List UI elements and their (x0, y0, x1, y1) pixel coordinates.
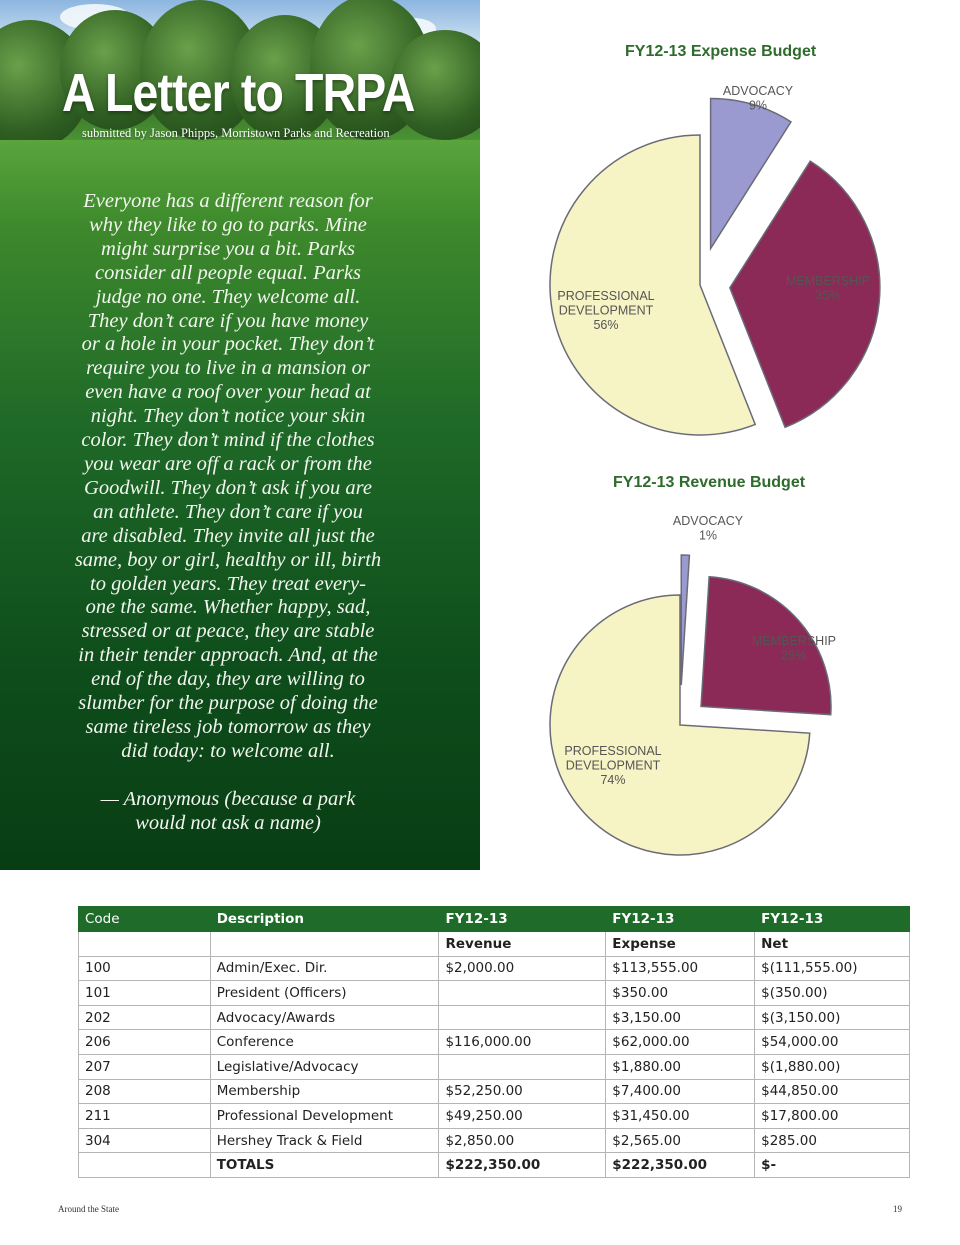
pie-slice-percent-label: 74% (600, 773, 626, 787)
table-cell: Hershey Track & Field (210, 1128, 439, 1153)
table-row (79, 1079, 910, 1104)
table-cell (439, 1054, 606, 1079)
table-cell: Professional Development (210, 1104, 439, 1129)
table-row (79, 981, 910, 1006)
table-cell (79, 1153, 211, 1178)
column-header: FY12-13 (439, 907, 606, 932)
table-cell: $7,400.00 (606, 1079, 755, 1104)
table-cell (79, 932, 211, 957)
column-header: FY12-13 (755, 907, 910, 932)
table-cell: 100 (79, 956, 211, 981)
table-cell: 211 (79, 1104, 211, 1129)
table-cell: 207 (79, 1054, 211, 1079)
poem-line: did today: to welcome all. (121, 739, 335, 762)
pie-slice-name-label: DEVELOPMENT (565, 758, 661, 773)
table-totals-row (79, 1153, 910, 1178)
revenue-pie-chart (530, 510, 900, 880)
column-header: FY12-13 (606, 907, 755, 932)
table-cell: $116,000.00 (439, 1030, 606, 1055)
table-cell: 206 (79, 1030, 211, 1055)
table-cell: Legislative/Advocacy (210, 1054, 439, 1079)
table-cell: $49,250.00 (439, 1104, 606, 1129)
expense-pie-chart (530, 80, 900, 430)
poem-line: one the same. Whether happy, sad, (85, 596, 371, 619)
table-cell: $1,880.00 (606, 1054, 755, 1079)
table-cell: $2,850.00 (439, 1128, 606, 1153)
pie-slice-percent-label: 25% (781, 648, 807, 663)
table-cell: $44,850.00 (755, 1079, 910, 1104)
poem-line: in their tender approach. And, at the (78, 644, 378, 667)
poem-line: night. They don’t notice your skin (90, 405, 366, 428)
table-cell: Expense (606, 932, 755, 957)
hero-photo-panel (0, 0, 480, 870)
table-cell: Membership (210, 1079, 439, 1104)
pie-slice-name-label: DEVELOPMENT (558, 303, 654, 318)
poem-line: or a hole in your pocket. They don’t (81, 333, 375, 356)
poem-line: same tireless job tomorrow as they (85, 715, 371, 738)
poem-line: might surprise you a bit. Parks (101, 237, 355, 260)
table-cell: $2,000.00 (439, 956, 606, 981)
article-title: A Letter to TRPA (62, 63, 415, 123)
table-header-row (79, 907, 910, 932)
table-cell: President (Officers) (210, 981, 439, 1006)
pie-slice-name-label: MEMBERSHIP (785, 274, 871, 288)
table-cell: $222,350.00 (606, 1153, 755, 1178)
poem-line: Goodwill. They don’t ask if you are (84, 476, 372, 499)
table-cell (210, 932, 439, 957)
poem-attribution: would not ask a name) (135, 811, 321, 834)
footer-page-number: 19 (893, 1204, 902, 1214)
table-cell: 208 (79, 1079, 211, 1104)
table-cell: $2,565.00 (606, 1128, 755, 1153)
pie-slice-name-label: MEMBERSHIP (751, 634, 837, 648)
table-cell: Conference (210, 1030, 439, 1055)
table-cell: $52,250.00 (439, 1079, 606, 1104)
poem-line: judge no one. They welcome all. (95, 285, 361, 308)
table-cell (439, 981, 606, 1006)
footer-section-label: Around the State (58, 1204, 119, 1214)
table-cell: $(111,555.00) (755, 956, 910, 981)
poem-line: why they like to go to parks. Mine (89, 213, 367, 236)
pie-slice-percent-label: 56% (593, 318, 619, 332)
poem-line: end of the day, they are willing to (91, 668, 365, 691)
table-row (79, 1054, 910, 1079)
poem-line: to golden years. They treat every- (90, 572, 366, 595)
poem-line: require you to live in a mansion or (86, 357, 370, 380)
poem-line: consider all people equal. Parks (95, 261, 361, 284)
table-row (79, 1104, 910, 1129)
pie-slice-percent-label: 35% (815, 288, 841, 303)
table-row (79, 1128, 910, 1153)
expense-chart-title: FY12-13 Expense Budget (625, 43, 817, 60)
poem-line: are disabled. They invite all just the (81, 524, 375, 547)
table-cell: $222,350.00 (439, 1153, 606, 1178)
poem-line: stressed or at peace, they are stable (81, 620, 375, 643)
table-cell: $(3,150.00) (755, 1005, 910, 1030)
table-cell: $350.00 (606, 981, 755, 1006)
column-header: Description (210, 907, 439, 932)
table-cell: $113,555.00 (606, 956, 755, 981)
table-cell: $3,150.00 (606, 1005, 755, 1030)
poem-line: an athlete. They don’t care if you (93, 500, 363, 523)
poem-line: same, boy or girl, healthy or ill, birth (74, 548, 382, 571)
table-cell: Revenue (439, 932, 606, 957)
poem-line: slumber for the purpose of doing the (78, 692, 378, 715)
poem-line: color. They don’t mind if the clothes (81, 429, 375, 452)
table-cell: Advocacy/Awards (210, 1005, 439, 1030)
table-cell: Admin/Exec. Dir. (210, 956, 439, 981)
pie-slice-membership (730, 161, 880, 427)
table-cell: $285.00 (755, 1128, 910, 1153)
table-row (79, 956, 910, 981)
pie-slice-percent-label: 9% (748, 98, 768, 113)
table-cell: $17,800.00 (755, 1104, 910, 1129)
table-cell: TOTALS (210, 1153, 439, 1178)
poem-line: you wear are off a rack or from the (84, 452, 372, 475)
article-byline: submitted by Jason Phipps, Morristown Parks and Recreation (82, 126, 390, 140)
pie-slice-percent-label: 1% (698, 528, 718, 543)
poem-text (70, 190, 386, 836)
table-cell: 101 (79, 981, 211, 1006)
revenue-chart-title: FY12-13 Revenue Budget (613, 474, 806, 491)
table-subheader-row (79, 932, 910, 957)
table-cell: $- (755, 1153, 910, 1178)
poem-attribution: — Anonymous (because a park (100, 787, 356, 810)
column-header: Code (79, 907, 211, 932)
table-cell: $(350.00) (755, 981, 910, 1006)
table-cell: $62,000.00 (606, 1030, 755, 1055)
table-cell: Net (755, 932, 910, 957)
table-row (79, 1005, 910, 1030)
table-cell: $(1,880.00) (755, 1054, 910, 1079)
table-cell: $31,450.00 (606, 1104, 755, 1129)
pie-slice-advocacy (681, 555, 689, 685)
table-cell: $54,000.00 (755, 1030, 910, 1055)
poem-line: They don’t care if you have money (87, 309, 369, 332)
table-cell: 202 (79, 1005, 211, 1030)
table-cell: 304 (79, 1128, 211, 1153)
pie-slice-name-label: ADVOCACY (672, 514, 744, 528)
poem-line: Everyone has a different reason for (83, 190, 373, 212)
pie-slice-name-label: ADVOCACY (722, 84, 794, 98)
table-row (79, 1030, 910, 1055)
pie-slice-name-label: PROFESSIONAL (557, 289, 655, 303)
pie-slice-name-label: PROFESSIONAL (564, 744, 662, 758)
poem-line: even have a roof over your head at (85, 381, 371, 404)
table-cell (439, 1005, 606, 1030)
budget-table (78, 906, 910, 1178)
